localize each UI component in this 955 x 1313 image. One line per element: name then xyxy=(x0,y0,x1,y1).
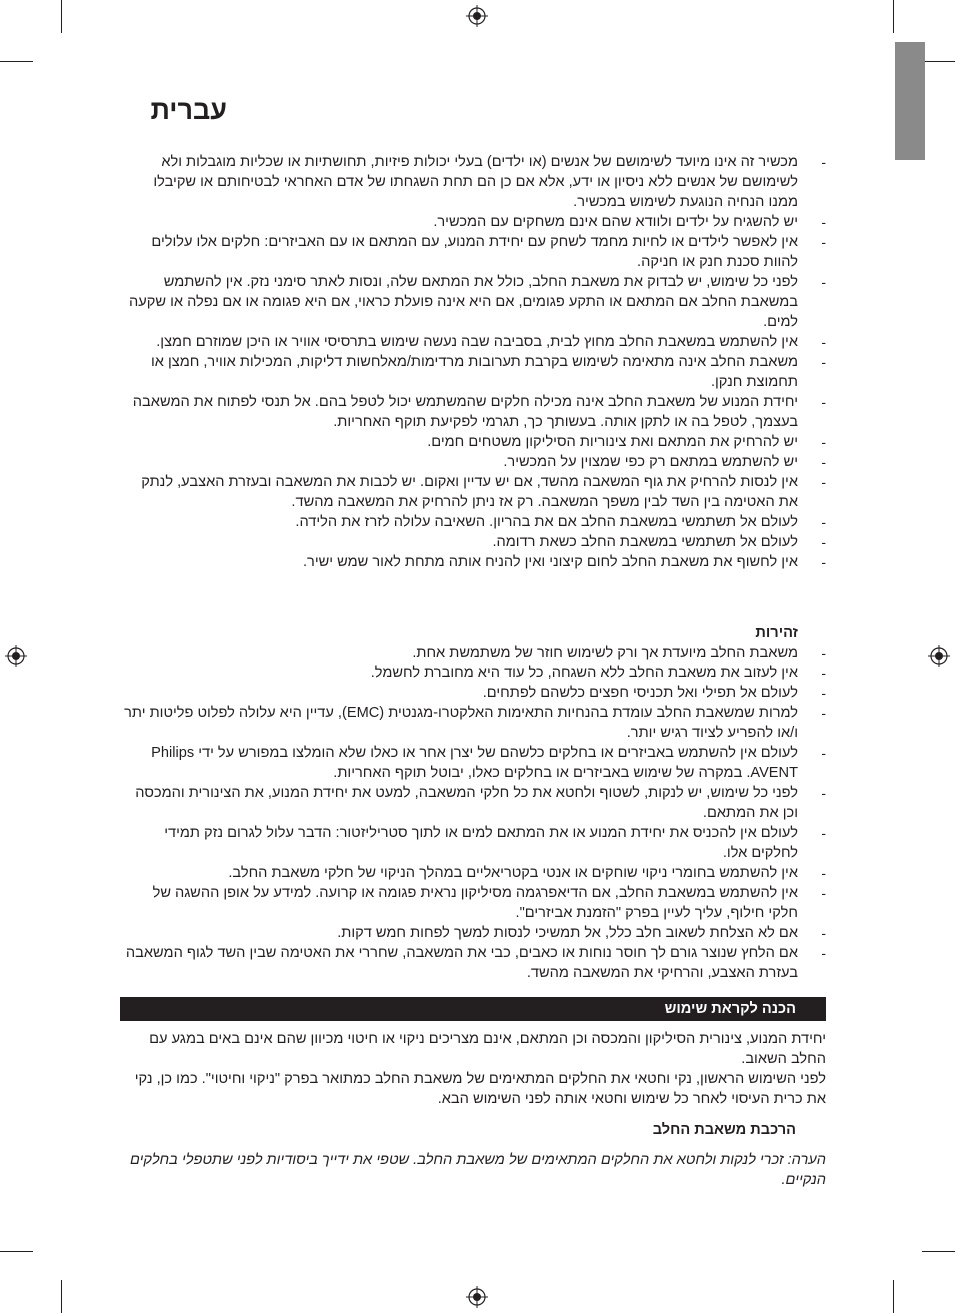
list-item: - מכשיר זה אינו מיועד לשימושם של אנשים (או ילדים) בעלי יכולות פיזיות, תחושתיות או שכליות מוגבלות ולא לשימושם של אנשים ללא ניסיון או ידע, אלא אם כן הם תחת השגחתו של אדם האחראי לבטיחותם או שקיבלו ממנו הנחיה הנוגעת לשימוש במכשיר. xyxy=(120,152,826,212)
list-item: - אין לנסות להרחיק את גוף המשאבה מהשד, אם יש עדיין ואקום. יש לכבות את המשאבה ובעזרת האצבע, לנתק את האטימה בין השד לבין משפך המשאבה. רק אז ניתן להרחיק את המשאבה מהשד. xyxy=(120,472,826,512)
list-item: - לעולם אל תפילי ואל תכניסי חפצים כלשהם לפתחים. xyxy=(120,683,826,703)
crop-mark xyxy=(61,1280,62,1313)
caution-list xyxy=(120,643,826,983)
list-item: - לעולם אל תשתמשי במשאבת החלב כשאת רדומה. xyxy=(120,532,826,552)
assembly-note: הערה: זכרי לנקות ולחטא את החלקים המתאימים של משאבת החלב. שטפי את ידייך ביסודיות לפני שתטפלי בחלקים הנקיים. xyxy=(129,1152,826,1188)
list-item: - אין לאפשר לילדים או לחיות מחמד לשחק עם יחידת המנוע, עם המתאם או עם האביזרים: חלקים אלו עלולים להוות סכנת חנק או חניקה. xyxy=(120,232,826,272)
assembly-section xyxy=(120,1120,826,1190)
list-item: - לפני כל שימוש, יש לבדוק את משאבת החלב, כולל את המתאם שלה, ונסות לאתר סימני נזק. אין להשתמש במשאבת החלב אם המתאם או התקע פגומים, אם היא אינה פועלת כראוי, אם היא פגומה או אם נפלה או שקעה למים. xyxy=(120,272,826,332)
registration-mark-icon xyxy=(5,645,27,667)
crop-mark xyxy=(893,1280,894,1313)
crop-mark xyxy=(0,61,33,62)
list-item: - משאבת החלב אינה מתאימה לשימוש בקרבת תערובות מרדימות/מאלחשות דליקות, המכילות אוויר, חמצן או תחמוצת חנקן. xyxy=(120,352,826,392)
section-banner: הכנה לקראת שימוש xyxy=(120,997,826,1021)
list-item: - יחידת המנוע של משאבת החלב אינה מכילה חלקים שהמשתמש יכול לטפל בהם. אל תנסי לפתוח את המשאבה בעצמך, לטפל בה או לתקן אותה. בעשותך כך, תגרמי לפקיעת תוקף האחריות. xyxy=(120,392,826,432)
registration-mark-icon xyxy=(928,645,950,667)
prep-paragraph: יחידת המנוע, צינורית הסיליקון והמכסה וכן המתאם, אינם מצריכים ניקוי או חיטוי מכיוון שהם אינם באים במגע עם החלב השאוב. xyxy=(149,1031,826,1067)
registration-mark-icon xyxy=(466,1286,488,1308)
list-item: - לעולם אין להכניס את יחידת המנוע או את המתאם למים או לתוך סטריליזטור: הדבר עלול לגרום נזק תמידי לחלקים אלו. xyxy=(120,823,826,863)
list-item: - אין לעזוב את משאבת החלב ללא השגחה, כל עוד היא מחוברת לחשמל. xyxy=(120,663,826,683)
list-item: - לפני כל שימוש, יש לנקות, לשטוף ולחטא את כל חלקי המשאבה, למעט את יחידת המנוע, את הצינורית והמכסה וכן את המתאם. xyxy=(120,783,826,823)
crop-mark xyxy=(0,1251,33,1252)
list-item: - לעולם אל תשתמשי במשאבת החלב אם את בהריון. השאיבה עלולה לזרז את הלידה. xyxy=(120,512,826,532)
list-item: - יש להשגיח על ילדים ולוודא שהם אינם משחקים עם המכשיר. xyxy=(120,212,826,232)
caution-section xyxy=(120,623,826,983)
list-item: - אם לא הצלחת לשאוב חלב כלל, אל תמשיכי לנסות למשך לפחות חמש דקות. xyxy=(120,923,826,943)
language-side-tab xyxy=(895,42,925,160)
page-title: עברית xyxy=(150,95,227,125)
caution-heading: זהירות xyxy=(755,625,798,641)
registration-mark-icon xyxy=(466,5,488,27)
prep-section xyxy=(120,1029,826,1109)
list-item: - יש להרחיק את המתאם ואת צינוריות הסיליקון משטחים חמים. xyxy=(120,432,826,452)
list-item: - אין לחשוף את משאבת החלב לחום קיצוני ואין להניח אותה מתחת לאור שמש ישיר. xyxy=(120,552,826,572)
crop-mark xyxy=(922,1251,955,1252)
list-item: - אין להשתמש בחומרי ניקוי שוחקים או אנטי בקטריאליים במהלך הניקוי של חלקי משאבת החלב. xyxy=(120,863,826,883)
prep-paragraph: לפני השימוש הראשון, נקי וחטאי את החלקים המתאימים של משאבת החלב כמתואר בפרק "ניקוי וחיטוי". כמו כן, נקי את כרית העיסוי לאחר כל שימוש וחטאי אותה לפני השימוש הבא. xyxy=(134,1071,826,1107)
warnings-section xyxy=(120,152,826,572)
list-item: - לעולם אין להשתמש באביזרים או בחלקים כלשהם של יצרן אחר או כאלו שלא הומלצו במפורש על ידי Philips AVENT. במקרה של שימוש באביזרים או בחלקים כאלו, יבוטל תוקף האחריות. xyxy=(120,743,826,783)
list-item: - למרות שמשאבת החלב עומדת בהנחיות התאימות האלקטרו-מגנטית (EMC), עדיין היא עלולה לפלוט פליטות יתר ו/או להפריע לציוד רגיש יותר. xyxy=(120,703,826,743)
list-item: - אם הלחץ שנוצר גורם לך חוסר נוחות או כאבים, כבי את המשאבה, שחררי את האטימה שבין השד לגוף המשאבה בעזרת האצבע, והרחיקי את המשאבה מהשד. xyxy=(120,943,826,983)
list-item: - אין להשתמש במשאבת החלב מחוץ לבית, בסביבה שבה נעשה שימוש בתרסיסי אוויר או היכן שמוזרם חמצן. xyxy=(120,332,826,352)
crop-mark xyxy=(61,0,62,33)
list-item: - משאבת החלב מיועדת אך ורק לשימוש חוזר של משתמשת אחת. xyxy=(120,643,826,663)
warnings-list xyxy=(120,152,826,572)
crop-mark xyxy=(893,0,894,33)
list-item: - יש להשתמש במתאם רק כפי שמצוין על המכשיר. xyxy=(120,452,826,472)
assembly-heading: הרכבת משאבת החלב xyxy=(652,1122,796,1138)
crop-mark xyxy=(922,61,955,62)
list-item: - אין להשתמש במשאבת החלב, אם הדיאפרגמה מסיליקון נראית פגומה או קרועה. למידע על אופן ההשגה של חלקי חילוף, עליך לעיין בפרק "הזמנת אביזרים". xyxy=(120,883,826,923)
